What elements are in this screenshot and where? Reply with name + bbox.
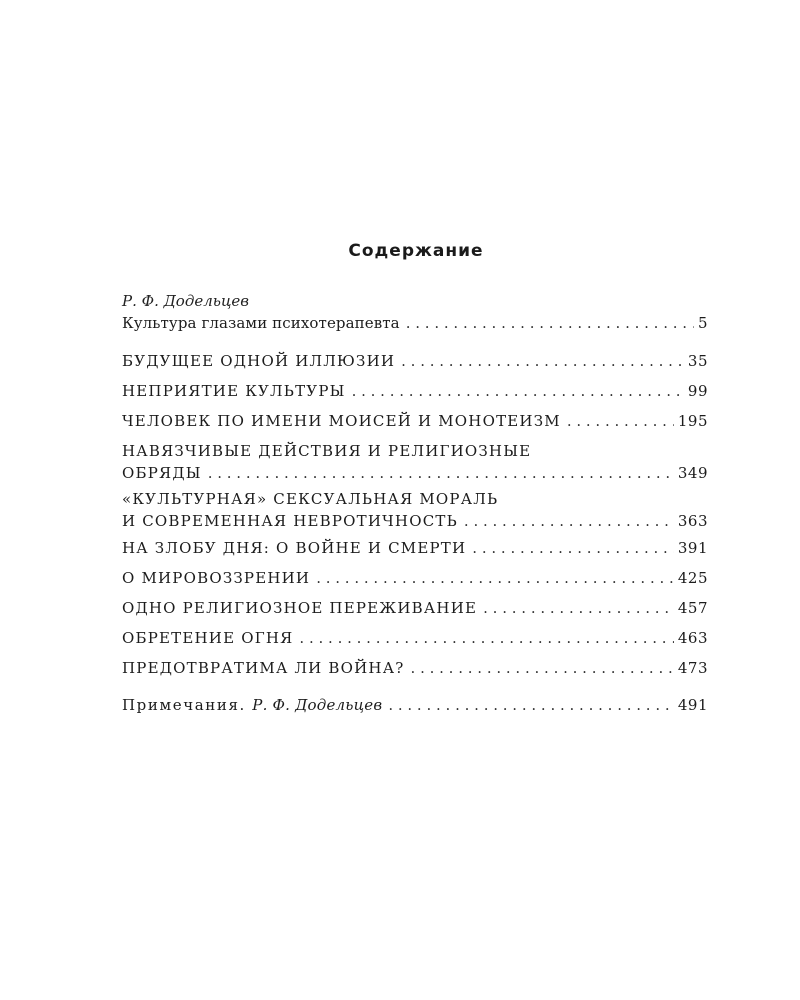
page-number: 425 xyxy=(677,569,708,587)
dot-leader xyxy=(464,510,674,532)
dot-leader xyxy=(472,537,674,559)
entry-title-line1: «КУЛЬТУРНАЯ» СЕКСУАЛЬНАЯ МОРАЛЬ xyxy=(122,490,499,508)
dot-leader xyxy=(299,627,673,649)
toc-entry[interactable] xyxy=(122,440,708,484)
page-number: 5 xyxy=(697,314,708,332)
toc-entry[interactable] xyxy=(122,410,708,432)
toc-entry[interactable] xyxy=(122,627,708,649)
entry-title xyxy=(122,694,382,716)
dot-leader xyxy=(208,462,674,484)
toc-entry[interactable] xyxy=(122,597,708,619)
toc-entry[interactable] xyxy=(122,380,708,402)
entry-title: НА ЗЛОБУ ДНЯ: О ВОЙНЕ И СМЕРТИ xyxy=(122,539,467,557)
dot-leader xyxy=(483,597,674,619)
entry-title-line2: ОБРЯДЫ xyxy=(122,464,202,482)
dot-leader xyxy=(567,410,674,432)
page-number: 391 xyxy=(677,539,708,557)
dot-leader xyxy=(406,312,694,334)
entry-title: БУДУЩЕЕ ОДНОЙ ИЛЛЮЗИИ xyxy=(122,352,396,370)
notes-label: Примечания. xyxy=(122,696,246,714)
entry-title-line1: НАВЯЗЧИВЫЕ ДЕЙСТВИЯ И РЕЛИГИОЗНЫЕ xyxy=(122,442,532,460)
page-number: 35 xyxy=(687,352,708,370)
page-number: 463 xyxy=(677,629,708,647)
preface-title: Культура глазами психотерапевта xyxy=(122,314,400,332)
page-number: 457 xyxy=(677,599,708,617)
entry-title-line2: И СОВРЕМЕННАЯ НЕВРОТИЧНОСТЬ xyxy=(122,512,458,530)
entry-title: ПРЕДОТВРАТИМА ЛИ ВОЙНА? xyxy=(122,659,405,677)
entry-title: ЧЕЛОВЕК ПО ИМЕНИ МОИСЕЙ И МОНОТЕИЗМ xyxy=(122,412,561,430)
entry-title: О МИРОВОЗЗРЕНИИ xyxy=(122,569,311,587)
toc-entry[interactable] xyxy=(122,537,708,559)
page-number: 195 xyxy=(677,412,708,430)
page-number: 473 xyxy=(677,659,708,677)
page-number: 491 xyxy=(677,696,708,714)
dot-leader xyxy=(401,350,684,372)
toc-entry[interactable] xyxy=(122,657,708,679)
entry-title: ОБРЕТЕНИЕ ОГНЯ xyxy=(122,629,294,647)
page-number: 363 xyxy=(677,512,708,530)
preface-author: Р. Ф. Додельцев xyxy=(122,292,250,310)
page-number: 349 xyxy=(677,464,708,482)
toc-entry-preface[interactable] xyxy=(122,291,708,334)
page-number: 99 xyxy=(687,382,708,400)
page-title: Содержание xyxy=(348,241,484,261)
toc-entry[interactable] xyxy=(122,488,708,532)
entry-title: ОДНО РЕЛИГИОЗНОЕ ПЕРЕЖИВАНИЕ xyxy=(122,599,478,617)
dot-leader xyxy=(388,694,674,716)
entry-title: НЕПРИЯТИЕ КУЛЬТУРЫ xyxy=(122,382,346,400)
toc-entry[interactable] xyxy=(122,350,708,372)
dot-leader xyxy=(316,567,674,589)
dot-leader xyxy=(352,380,684,402)
toc-entry[interactable] xyxy=(122,567,708,589)
toc-entry-notes[interactable] xyxy=(122,694,708,716)
notes-author: Р. Ф. Додельцев xyxy=(252,696,383,714)
dot-leader xyxy=(411,657,674,679)
